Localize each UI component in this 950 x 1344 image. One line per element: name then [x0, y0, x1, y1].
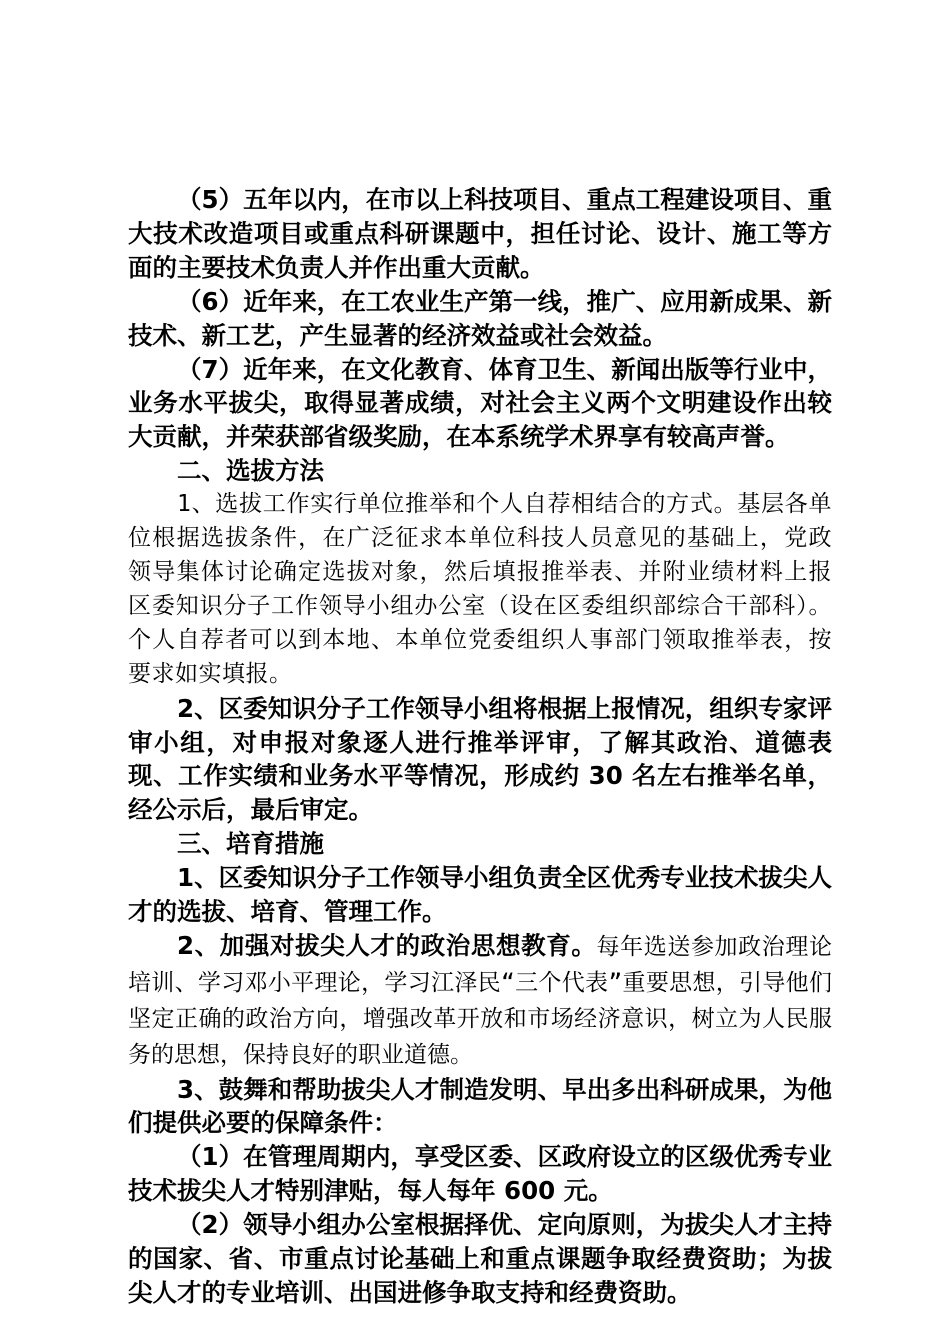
paragraph-measure-2	[128, 929, 832, 1073]
paragraph-measure-3-item-1: （1）在管理周期内，享受区委、区政府设立的区级优秀专业技术拔尖人才特别津贴，每人每年 600 元。	[128, 1142, 832, 1206]
paragraph-measure-2-lead: 2、加强对拔尖人才的政治思想教育。	[177, 930, 597, 960]
paragraph-selection-1: 1、选拔工作实行单位推举和个人自荐相结合的方式。基层各单位根据选拔条件，在广泛征求本单位科技人员意见的基础上，党政领导集体讨论确定选拔对象，然后填报推举表、并附业绩材料上报区委知识分子工作领导小组办公室（设在区委组织部综合干部科）。个人自荐者可以到本地、本单位党委组织人事部门领取推举表，按要求如实填报。	[128, 491, 832, 687]
paragraph-criterion-7: （7）近年来，在文化教育、体育卫生、新闻出版等行业中，业务水平拔尖，取得显著成绩，对社会主义两个文明建设作出较大贡献，并荣获部省级奖励，在本系统学术界享有较高声誉。	[128, 354, 832, 452]
paragraph-measure-3: 3、鼓舞和帮助拔尖人才制造发明、早出多出科研成果，为他们提供必要的保障条件：	[128, 1074, 832, 1138]
paragraph-criterion-6: （6）近年来，在工农业生产第一线，推广、应用新成果、新技术、新工艺，产生显著的经济效益或社会效益。	[128, 286, 832, 350]
paragraph-selection-2: 2、区委知识分子工作领导小组将根据上报情况，组织专家评审小组，对申报对象逐人进行推举评审，了解其政治、道德表现、工作实绩和业务水平等情况，形成约 30 名左右推举名单，经公示后，最后审定。	[128, 693, 832, 825]
paragraph-measure-1: 1、区委知识分子工作领导小组负责全区优秀专业技术拔尖人才的选拔、培育、管理工作。	[128, 863, 832, 927]
paragraph-criterion-5: （5）五年以内，在市以上科技项目、重点工程建设项目、重大技术改造项目或重点科研课题中，担任讨论、设计、施工等方面的主要技术负责人并作出重大贡献。	[128, 185, 832, 282]
section-heading-selection-method: 二、选拔方法	[177, 456, 324, 486]
document-body	[128, 183, 832, 1310]
paragraph-measure-2-body: 每年选送参加政治理论培训、学习邓小平理论，学习江泽民“三个代表”重要思想，引导他们坚定正确的政治方向，增强改革开放和市场经济意识，树立为人民服务的思想，保持良好的职业道德。	[128, 933, 833, 1068]
section-heading-training-measures: 三、培育措施	[177, 829, 324, 859]
paragraph-measure-3-item-2: （2）领导小组办公室根据择优、定向原则，为拔尖人才主持的国家、省、市重点讨论基础上和重点课题争取经费资助；为拔尖人才的专业培训、出国进修争取支持和经费资助。	[128, 1210, 832, 1307]
